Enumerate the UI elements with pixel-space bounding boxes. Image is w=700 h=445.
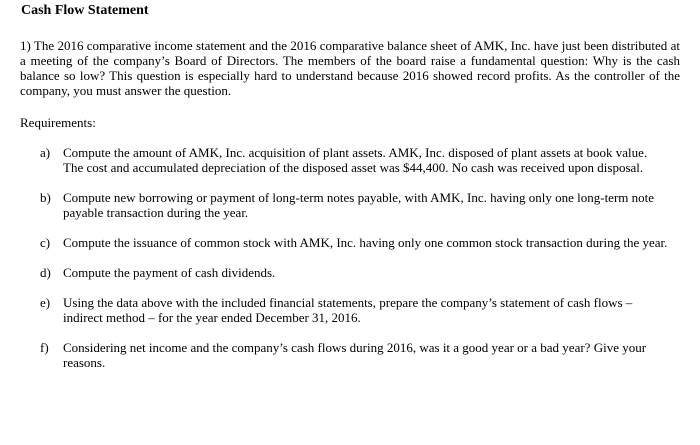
requirement-marker: f)	[40, 340, 49, 355]
intro-paragraph: 1) The 2016 comparative income statement and the 2016 comparative balance sheet of AMK, Inc. have just been distributed at a meeting of the company’s Board of Directors. The members of the board raise a fundamental question: Why is the cash balance so low? This question is especially hard to understand because 2016 showed record profits. As the controller of the company, you must answer the question.	[20, 38, 680, 98]
requirement-item-e	[40, 295, 670, 325]
requirement-marker: a)	[40, 145, 51, 160]
requirements-list	[40, 145, 670, 385]
requirement-item-c	[40, 235, 670, 250]
document-title: Cash Flow Statement	[21, 3, 149, 18]
requirement-item-a	[40, 145, 670, 175]
requirement-text: Considering net income and the company’s cash flows during 2016, was it a good year or a bad year? Give your reasons.	[63, 340, 647, 370]
requirement-text: Using the data above with the included financial statements, prepare the company’s statement of cash flows – indirect method – for the year ended December 31, 2016.	[63, 295, 633, 325]
requirement-text: Compute the amount of AMK, Inc. acquisition of plant assets. AMK, Inc. disposed of plant assets at book value. The cost and accumulated depreciation of the disposed asset was $44,400. No cash was received upon disposal.	[63, 145, 648, 175]
requirement-item-d	[40, 265, 670, 280]
requirement-text: Compute the payment of cash dividends.	[63, 265, 276, 280]
requirement-text: Compute the issuance of common stock with AMK, Inc. having only one common stock transaction during the year.	[63, 235, 668, 250]
requirement-marker: d)	[40, 265, 51, 280]
requirement-item-b	[40, 190, 670, 220]
requirement-marker: c)	[40, 235, 51, 250]
requirement-item-f	[40, 340, 670, 370]
requirement-marker: e)	[40, 295, 51, 310]
requirement-text: Compute new borrowing or payment of long-term notes payable, with AMK, Inc. having only one long-term note payable transaction during the year.	[63, 190, 655, 220]
requirement-marker: b)	[40, 190, 51, 205]
requirements-heading: Requirements:	[20, 115, 96, 130]
